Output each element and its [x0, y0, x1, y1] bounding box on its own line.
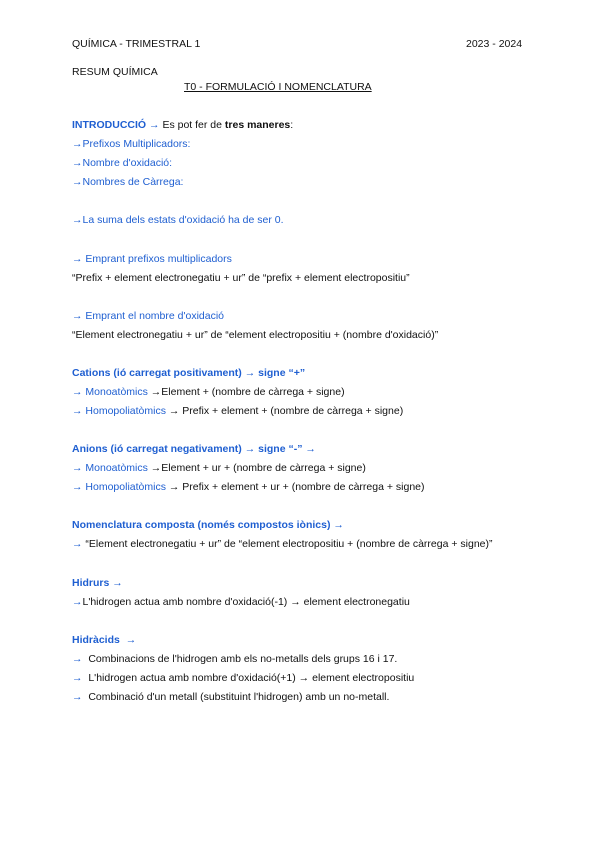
intro-text-bold: tres maneres — [224, 119, 291, 131]
intro-line — [72, 119, 293, 131]
anions-item-label: Monoatòmics — [85, 462, 148, 474]
intro-item-label: Nombres de Càrrega: — [82, 176, 184, 188]
intro-text-suffix: : — [290, 119, 294, 131]
arrow-icon: → — [72, 538, 83, 550]
oxidation-formula: “Element electronegatiu + ur” de “element electropositiu + (nombre d'oxidació)” — [72, 329, 439, 341]
sum-rule — [72, 214, 284, 226]
arrow-icon: → — [72, 214, 83, 226]
arrow-icon: → — [72, 138, 83, 150]
header-year: 2023 - 2024 — [466, 38, 523, 50]
arrow-icon: → — [72, 253, 83, 265]
header-course: QUÍMICA - TRIMESTRAL 1 — [72, 38, 201, 50]
anions-item — [72, 481, 425, 493]
intro-item — [72, 138, 190, 150]
anions-sign: signe “-” — [258, 443, 303, 455]
arrow-icon: → — [333, 519, 344, 531]
arrow-icon: → — [150, 462, 162, 474]
arrow-icon: → — [149, 119, 160, 131]
hydracids-heading — [72, 634, 136, 646]
compound-heading — [72, 519, 344, 531]
arrow-icon: → — [244, 367, 256, 379]
anions-item-rule: Element + ur + (nombre de càrrega + signe) — [161, 462, 366, 474]
cations-item — [72, 386, 345, 398]
hydracids-heading-text: Hidràcids — [72, 634, 120, 646]
oxidation-heading-text: Emprant el nombre d'oxidació — [85, 310, 224, 322]
hydrides-heading-text: Hidrurs — [72, 577, 110, 589]
intro-heading: INTRODUCCIÓ — [72, 119, 147, 131]
arrow-icon: → — [72, 176, 83, 188]
intro-item — [72, 157, 172, 169]
hydrides-rule-line — [72, 596, 410, 608]
cations-item-rule: Prefix + element + (nombre de càrrega + signe) — [182, 405, 404, 417]
arrow-icon: → — [125, 634, 137, 646]
anions-heading-text: Anions (ió carregat negativament) — [72, 443, 242, 455]
hydracids-item — [72, 691, 389, 703]
anions-item — [72, 462, 366, 474]
arrow-icon: → — [72, 691, 83, 703]
arrow-icon: → — [72, 596, 83, 608]
hydrides-heading — [72, 577, 123, 589]
cations-heading — [72, 367, 305, 379]
intro-item-label: Prefixos Multiplicadors: — [82, 138, 191, 150]
arrow-icon: → — [72, 405, 83, 417]
cations-heading-text: Cations (ió carregat positivament) — [72, 367, 242, 379]
arrow-icon: → — [72, 653, 83, 665]
oxidation-heading — [72, 310, 224, 322]
arrow-icon: → — [72, 481, 83, 493]
cations-item-rule: Element + (nombre de càrrega + signe) — [161, 386, 345, 398]
arrow-icon: → — [305, 443, 316, 455]
hydracids-item-text: Combinació d'un metall (substituint l'hidrogen) amb un no-metall. — [88, 691, 390, 703]
anions-item-label: Homopoliatòmics — [85, 481, 166, 493]
arrow-icon: → — [72, 386, 83, 398]
sum-rule-text: La suma dels estats d'oxidació ha de ser 0. — [82, 214, 284, 226]
arrow-icon: → — [72, 157, 83, 169]
hydracids-item — [72, 653, 397, 665]
prefixes-formula: “Prefix + element electronegatiu + ur” de “prefix + element electropositiu” — [72, 272, 410, 284]
compound-rule-line — [72, 538, 493, 550]
arrow-icon: → — [244, 443, 256, 455]
anions-heading — [72, 443, 316, 455]
hydracids-item-text: Combinacions de l'hidrogen amb els no-metalls dels grups 16 i 17. — [88, 653, 398, 665]
prefixes-heading-text: Emprant prefixos multiplicadors — [85, 253, 232, 265]
arrow-icon: → — [72, 672, 83, 684]
cations-item-label: Monoatòmics — [85, 386, 148, 398]
intro-item-label: Nombre d'oxidació: — [82, 157, 173, 169]
hydracids-item-text: L'hidrogen actua amb nombre d'oxidació(+1) → element electropositiu — [88, 672, 415, 684]
compound-rule: “Element electronegatiu + ur” de “element electropositiu + (nombre de càrrega + signe)” — [85, 538, 493, 550]
arrow-icon: → — [168, 481, 180, 493]
hydracids-item — [72, 672, 414, 684]
anions-item-rule: Prefix + element + ur + (nombre de càrrega + signe) — [182, 481, 425, 493]
prefixes-heading — [72, 253, 232, 265]
arrow-icon: → — [72, 462, 83, 474]
doc-subtitle: RESUM QUÍMICA — [72, 66, 158, 78]
cations-sign: signe “+” — [258, 367, 306, 379]
compound-heading-text: Nomenclatura composta (només compostos iònics) — [72, 519, 331, 531]
arrow-icon: → — [168, 405, 180, 417]
hydrides-rule: L'hidrogen actua amb nombre d'oxidació(-1) → element electronegatiu — [82, 596, 410, 608]
arrow-icon: → — [72, 310, 83, 322]
intro-text: Es pot fer de — [162, 119, 225, 131]
intro-item — [72, 176, 183, 188]
doc-title: T0 - FORMULACIÓ I NOMENCLATURA — [184, 81, 372, 93]
arrow-icon: → — [112, 577, 123, 589]
cations-item-label: Homopoliatòmics — [85, 405, 166, 417]
arrow-icon: → — [150, 386, 162, 398]
cations-item — [72, 405, 403, 417]
